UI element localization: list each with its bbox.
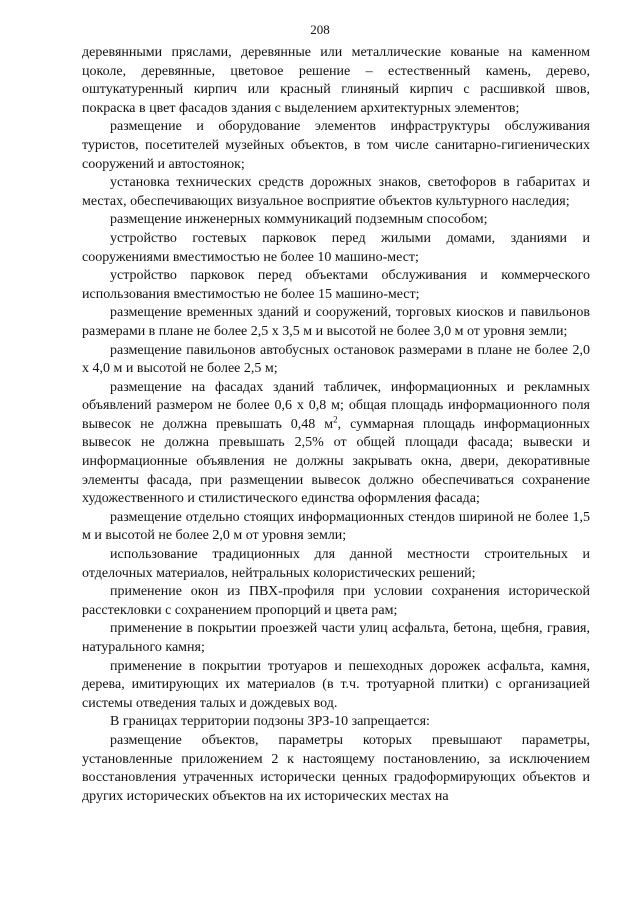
paragraph: устройство гостевых парковок перед жилыми домами, зданиями и сооружениями вместимостью не более 10 машино-мест; bbox=[82, 230, 590, 265]
paragraph: использование традиционных для данной местности строительных и отделочных материалов, нейтральных колористических решений; bbox=[82, 547, 590, 581]
paragraph-text: , суммарная площадь информационных вывесок не должна превышать 2,5% от общей площади фасада; вывески и информационные объявления не должны закрывать окна, двери, декоративные элементы фасада, при размещении вывесок должно обеспечиваться сохранение художественного и стилистического единства оформления фасада; bbox=[82, 416, 590, 507]
paragraph: размещение объектов, параметры которых превышают параметры, установленные приложением 2 к настоящему постановлению, за исключением восстановления утраченных исторически ценных градоформирующих объектов и других исторических объектов на их исторических местах на bbox=[82, 732, 590, 804]
paragraph: В границах территории подзоны ЗРЗ-10 запрещается: bbox=[110, 714, 430, 730]
document-body bbox=[82, 44, 590, 806]
page-number: 208 bbox=[310, 22, 330, 37]
paragraph: размещение и оборудование элементов инфраструктуры обслуживания туристов, посетителей музейных объектов, в том числе санитарно-гигиенических сооружений и автостоянок; bbox=[82, 119, 590, 172]
paragraph-text: размещение на фасадах зданий табличек, информационных и рекламных объявлений размером не более 0,6 х 0,8 м; общая площадь информационного поля вывесок не должна превышать 0,48 м bbox=[82, 379, 590, 432]
paragraph-with-superscript bbox=[82, 379, 590, 509]
paragraph: размещение инженерных коммуникаций подземным способом; bbox=[110, 212, 488, 228]
paragraph: деревянными пряслами, деревянные или металлические кованые на каменном цоколе, деревянные, цветовое решение – естественный камень, дерево, оштукатуренный кирпич или красный глиняный кирпич с расшивкой швов, покраска в цвет фасадов здания с выделением архитектурных элементов; bbox=[82, 45, 590, 116]
superscript: 2 bbox=[333, 414, 338, 425]
paragraph: размещение отдельно стоящих информационных стендов шириной не более 1,5 м и высотой не более 2,0 м от уровня земли; bbox=[82, 509, 590, 544]
paragraph: применение в покрытии тротуаров и пешеходных дорожек асфальта, камня, дерева, имитирующих их материалов (в т.ч. тротуарной плитки) с организацией системы отведения талых и дождевых вод. bbox=[82, 658, 590, 711]
paragraph: размещение павильонов автобусных остановок размерами в плане не более 2,0 х 4,0 м и высотой не более 2,5 м; bbox=[82, 342, 590, 377]
paragraph: размещение временных зданий и сооружений, торговых киосков и павильонов размерами в плане не более 2,5 х 3,5 м и высотой не более 3,0 м от уровня земли; bbox=[82, 305, 590, 339]
paragraph: применение окон из ПВХ-профиля при условии сохранения исторической расстекловки с сохранением пропорций и цвета рам; bbox=[82, 584, 590, 618]
paragraph: применение в покрытии проезжей части улиц асфальта, бетона, щебня, гравия, натурального камня; bbox=[82, 621, 590, 655]
paragraph: устройство парковок перед объектами обслуживания и коммерческого использования вместимостью не более 15 машино-мест; bbox=[82, 268, 590, 302]
paragraph: установка технических средств дорожных знаков, светофоров в габаритах и местах, обеспечивающих визуальное восприятие объектов культурного наследия; bbox=[82, 175, 590, 209]
